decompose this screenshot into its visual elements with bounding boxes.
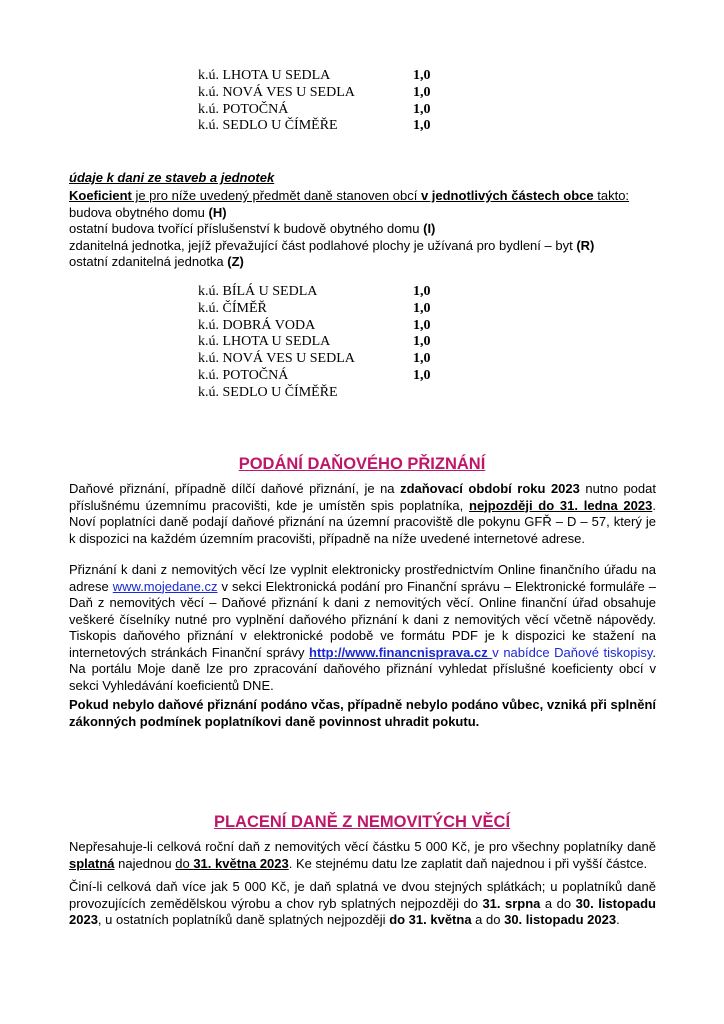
list-item (198, 284, 458, 301)
due-date: 30. listopadu 2023 (504, 912, 617, 927)
intro-text-end: takto: (593, 188, 630, 203)
cadastre-name: k.ú. SEDLO U ČÍMĚŘE (198, 384, 338, 400)
coefficient-value: 1,0 (413, 68, 431, 83)
filing-paragraph-1 (69, 481, 656, 547)
penalty-warning: Pokud nebylo daňové přiznání podáno včas, případně nebylo podáno vůbec, vzniká při splnění zákonných podmínek poplatníkovi daně povinnost uhradit pokutu. (69, 697, 656, 729)
building-type-code: (H) (208, 204, 227, 220)
intro-emphasis: v jednotlivých částech obce (420, 188, 594, 203)
text-run: . Na portálu Moje daně lze pro zpracování daňového přiznání vyhledat příslušné koeficienty obcí v sekci Vyhledávání koeficientů DNE. (69, 644, 656, 693)
coefficient-value: 1,0 (413, 334, 431, 350)
filing-text (69, 562, 656, 694)
due-date: 30. listopadu 2023 (69, 895, 656, 927)
cadastre-name: k.ú. LHOTA U SEDLA (198, 334, 331, 350)
coefficient-value: 1,0 (413, 118, 431, 134)
list-item (198, 385, 458, 402)
building-type-code: (Z) (227, 254, 244, 269)
due-date: 31. května 2023 (193, 855, 289, 871)
text-run: . Ke stejnému datu lze zaplatit daň najednou i při vyšší částce. (288, 855, 648, 871)
text-run: do (175, 855, 194, 871)
list-item (198, 368, 458, 385)
text-run: nutno podat příslušnému územnímu pracovišti, kde je umístěn spis poplatníka, (69, 481, 656, 513)
list-item (198, 102, 458, 119)
cadastre-name: k.ú. NOVÁ VES U SEDLA (198, 84, 355, 100)
text-run: a do (540, 895, 576, 911)
filing-deadline: nejpozději do 31. ledna 2023 (469, 497, 653, 513)
tax-period: zdaňovací období roku 2023 (400, 481, 580, 496)
building-type-item (69, 238, 656, 255)
coefficient-value: 1,0 (413, 367, 431, 383)
coefficient-value: 1,0 (413, 300, 431, 316)
building-type-text: budova obytného domu (69, 204, 209, 220)
payment-section-title: PLACENÍ DANĚ Z NEMOVITÝCH VĚCÍ (213, 813, 511, 831)
list-item (198, 85, 458, 102)
payment-paragraph-2 (69, 879, 656, 929)
coefficient-intro (69, 188, 656, 205)
cadastre-name: k.ú. BÍLÁ U SEDLA (198, 284, 318, 299)
payment-text (69, 879, 656, 929)
financnisprava-link[interactable]: http://www.financnisprava.cz (309, 644, 493, 660)
list-item (198, 301, 458, 318)
buildings-section-heading: údaje k dani ze staveb a jednotek (69, 170, 275, 185)
list-item (198, 318, 458, 335)
building-type-code: (I) (423, 221, 436, 236)
intro-text: je pro níže uvedený předmět daně stanoven obcí (131, 188, 421, 203)
text-run: a do (471, 912, 505, 927)
list-item (198, 118, 458, 135)
payment-paragraph-1 (69, 839, 656, 872)
cadastre-name: k.ú. NOVÁ VES U SEDLA (198, 351, 355, 367)
tax-forms-link[interactable]: v nabídce Daňové tiskopisy (492, 644, 653, 660)
text-run: najednou (114, 855, 176, 871)
coefficient-value: 1,0 (413, 84, 431, 100)
text-run: , u ostatních poplatníků daně splatných nejpozději (97, 912, 390, 927)
cadastre-name: k.ú. SEDLO U ČÍMĚŘE (198, 118, 338, 134)
payment-text (69, 839, 656, 872)
top-coefficient-list (198, 68, 458, 135)
text-run: . Noví poplatníci daně podají daňové přiznání na územní pracoviště dle pokynu GFŘ – D – 57, který je k dispozici na každém územním pracovišti, případně na níže uvedené internetové adrese. (69, 497, 656, 546)
cadastre-name: k.ú. LHOTA U SEDLA (198, 68, 331, 83)
buildings-intro (69, 188, 656, 271)
due-label: splatná (69, 855, 115, 871)
building-type-text: zdanitelná jednotka, jejíž převažující část podlahové plochy je užívaná pro bydlení – byt (69, 237, 577, 253)
coefficient-value: 1,0 (413, 284, 431, 299)
due-date: do 31. května (389, 912, 472, 927)
due-date: 31. srpna (482, 895, 541, 911)
text-run: Nepřesahuje-li celková roční daň z nemovitých věcí částku 5 000 Kč, je pro všechny poplatníky daně (69, 839, 656, 854)
text-run: v sekci Elektronická podání pro Finanční správu – Elektronické formuláře – Daň z nemovitých věcí – Daňové přiznání k dani z nemovitých věcí. Online finanční úřad obsahuje veškeré číselníky nutné pro vyplnění daňového přiznání k dani z nemovitých věcí včetně nápovědy. Tiskopis daňového přiznání v elektronické podobě ve formátu PDF je k dispozici ke stažení na internetových stránkách Finanční správy (69, 578, 656, 660)
coefficient-value: 1,0 (413, 351, 431, 367)
filing-text (69, 481, 656, 547)
coefficient-value: 1,0 (413, 317, 431, 333)
filing-section-title: PODÁNÍ DAŇOVÉHO PŘIZNÁNÍ (238, 455, 486, 473)
text-run: Přiznání k dani z nemovitých věcí lze vyplnit elektronicky prostřednictvím Online finančního úřadu na adrese (69, 562, 656, 594)
building-type-item (69, 205, 656, 222)
building-type-text: ostatní zdanitelná jednotka (69, 254, 228, 269)
second-coefficient-list (198, 284, 458, 402)
text-run: Daňové přiznání, případně dílčí daňové přiznání, je na (69, 481, 401, 496)
list-item (198, 334, 458, 351)
mojedane-link[interactable]: www.mojedane.cz (112, 578, 218, 594)
list-item (198, 68, 458, 85)
text-run: Činí-li celková daň více jak 5 000 Kč, je daň splatná ve dvou stejných splátkách; u poplatníků daně provozujících zemědělskou výrobu a chov ryb splatných nejpozději do (69, 879, 656, 911)
coefficient-label: Koeficient (69, 188, 132, 203)
text-run: . (616, 912, 620, 927)
building-type-text: ostatní budova tvořící příslušenství k budově obytného domu (69, 221, 424, 236)
coefficient-value: 1,0 (413, 101, 431, 117)
cadastre-name: k.ú. ČÍMĚŘ (198, 300, 267, 316)
cadastre-name: k.ú. POTOČNÁ (198, 101, 289, 117)
building-type-item (69, 221, 656, 238)
list-item (198, 351, 458, 368)
building-type-item (69, 254, 656, 271)
cadastre-name: k.ú. POTOČNÁ (198, 367, 289, 383)
cadastre-name: k.ú. DOBRÁ VODA (198, 317, 316, 333)
building-type-code: (R) (576, 237, 595, 253)
filing-paragraph-2 (69, 562, 656, 694)
